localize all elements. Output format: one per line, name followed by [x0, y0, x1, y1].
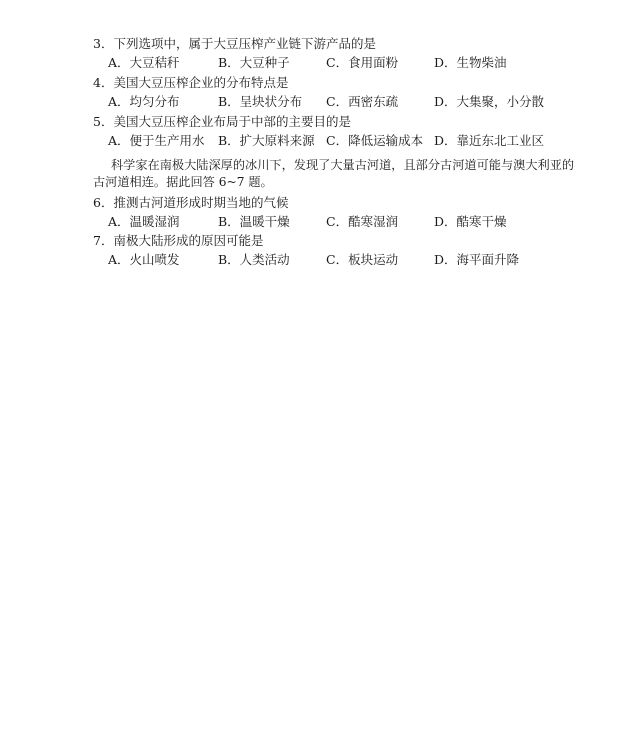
option-5c: C．降低运输成本 — [326, 133, 424, 148]
passage-1-line-2: 古河道相连。据此回答 6~7 题。 — [93, 175, 273, 189]
option-4c: C．西密东疏 — [326, 94, 399, 109]
option-4a: A．均匀分布 — [108, 94, 180, 109]
option-5d: D．靠近东北工业区 — [434, 133, 545, 148]
option-7d: D．海平面升降 — [434, 252, 520, 267]
option-3d: D．生物柴油 — [434, 55, 507, 70]
option-5a: A．便于生产用水 — [108, 133, 205, 148]
passage-1-line-1: 科学家在南极大陆深厚的冰川下，发现了大量古河道，且部分古河道可能与澳大利亚的 — [111, 158, 575, 172]
option-7b: B．人类活动 — [218, 252, 290, 267]
question-6-stem: 6．推测古河道形成时期当地的气候 — [93, 195, 289, 210]
option-6a: A．温暖湿润 — [108, 214, 180, 229]
question-7-stem: 7．南极大陆形成的原因可能是 — [93, 233, 264, 248]
option-6d: D．酷寒干燥 — [434, 214, 507, 229]
passage-antarctica — [93, 157, 573, 191]
question-4-stem: 4．美国大豆压榨企业的分布特点是 — [93, 75, 289, 90]
option-3a: A．大豆秸秆 — [108, 55, 180, 70]
question-3-stem: 3．下列选项中，属于大豆压榨产业链下游产品的是 — [93, 36, 376, 51]
option-5b: B．扩大原料来源 — [218, 133, 315, 148]
option-7c: C．板块运动 — [326, 252, 399, 267]
option-4d: D．大集聚，小分散 — [434, 94, 545, 109]
option-4b: B．呈块状分布 — [218, 94, 303, 109]
option-6c: C．酷寒湿润 — [326, 214, 399, 229]
option-3c: C．食用面粉 — [326, 55, 399, 70]
option-3b: B．大豆种子 — [218, 55, 290, 70]
option-6b: B．温暖干燥 — [218, 214, 290, 229]
question-5-stem: 5．美国大豆压榨企业布局于中部的主要目的是 — [93, 114, 351, 129]
option-7a: A．火山喷发 — [108, 252, 180, 267]
